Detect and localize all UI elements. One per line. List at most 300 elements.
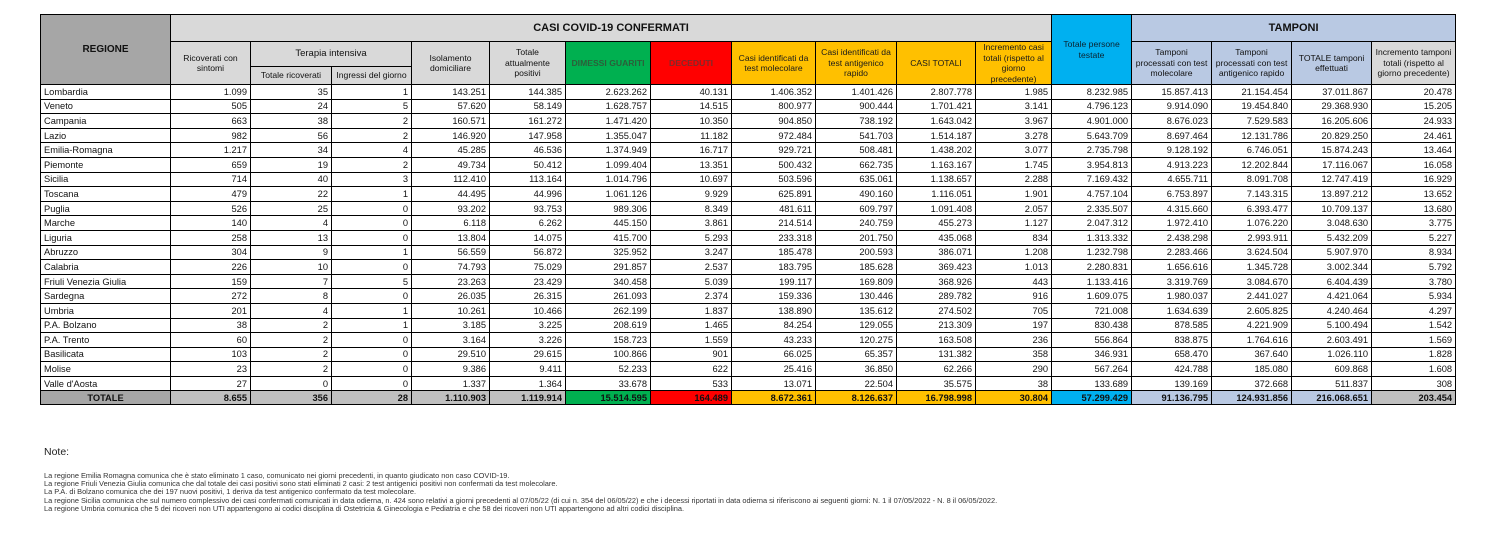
value-cell: 46.536 — [490, 143, 566, 158]
value-cell: 38 — [251, 114, 332, 129]
value-cell: 14.075 — [490, 230, 566, 245]
value-cell: 1.119.914 — [490, 391, 566, 405]
header-tamponi-antigenico: Tamponi processati con test antigenico rapido — [1212, 42, 1292, 85]
value-cell: 445.150 — [566, 216, 651, 231]
table-row — [41, 114, 1456, 129]
value-cell: 1.127 — [976, 216, 1052, 231]
header-casi-test-molecolare: Casi identificati da test molecolare — [732, 42, 816, 85]
table-row — [41, 128, 1456, 143]
value-cell: 1.099.404 — [566, 157, 651, 172]
value-cell: 1.609.075 — [1052, 289, 1132, 304]
value-cell: 10.709.137 — [1292, 201, 1372, 216]
value-cell: 144.385 — [490, 85, 566, 100]
value-cell: 479 — [171, 187, 251, 202]
value-cell: 8.126.637 — [816, 391, 897, 405]
value-cell: 508.481 — [816, 143, 897, 158]
value-cell: 38 — [976, 376, 1052, 391]
value-cell: 140 — [171, 216, 251, 231]
value-cell: 541.703 — [816, 128, 897, 143]
value-cell: 2 — [251, 362, 332, 377]
value-cell: 1.559 — [651, 333, 732, 348]
value-cell: 369.423 — [897, 260, 976, 275]
value-cell: 4 — [251, 216, 332, 231]
value-cell: 4.297 — [1372, 303, 1456, 318]
value-cell: 60 — [171, 333, 251, 348]
value-cell: 1.013 — [976, 260, 1052, 275]
value-cell: 7.143.315 — [1212, 187, 1292, 202]
value-cell: 11.182 — [651, 128, 732, 143]
value-cell: 185.628 — [816, 260, 897, 275]
value-cell: 2.374 — [651, 289, 732, 304]
value-cell: 1.828 — [1372, 347, 1456, 362]
value-cell: 705 — [976, 303, 1052, 318]
table-row — [41, 260, 1456, 275]
value-cell: 197 — [976, 318, 1052, 333]
value-cell: 30.804 — [976, 391, 1052, 405]
value-cell: 113.164 — [490, 172, 566, 187]
value-cell: 2.288 — [976, 172, 1052, 187]
header-dimessi-guariti: DIMESSI GUARITI — [566, 42, 651, 85]
value-cell: 830.438 — [1052, 318, 1132, 333]
value-cell: 26.035 — [412, 289, 490, 304]
value-cell: 160.571 — [412, 114, 490, 129]
value-cell: 24 — [251, 99, 332, 114]
value-cell: 10.697 — [651, 172, 732, 187]
value-cell: 1.345.728 — [1212, 260, 1292, 275]
value-cell: 2 — [332, 114, 412, 129]
value-cell: 8 — [251, 289, 332, 304]
value-cell: 4.421.064 — [1292, 289, 1372, 304]
value-cell: 5 — [332, 274, 412, 289]
region-name: Emilia-Romagna — [41, 143, 171, 158]
value-cell: 214.514 — [732, 216, 816, 231]
note-line-pa-bolzano: La P.A. di Bolzano comunica che dei 197 nuovi positivi, 1 deriva da test antigenico confermato da test molecolare. — [44, 487, 417, 497]
table-row — [41, 216, 1456, 231]
value-cell: 93.202 — [412, 201, 490, 216]
table-row — [41, 274, 1456, 289]
value-cell: 169.809 — [816, 274, 897, 289]
value-cell: 8.232.985 — [1052, 85, 1132, 100]
value-cell: 34 — [251, 143, 332, 158]
value-cell: 2.438.298 — [1132, 230, 1212, 245]
value-cell: 304 — [171, 245, 251, 260]
value-cell: 625.891 — [732, 187, 816, 202]
value-cell: 1 — [332, 245, 412, 260]
value-cell: 43.233 — [732, 333, 816, 348]
value-cell: 91.136.795 — [1132, 391, 1212, 405]
value-cell: 7 — [251, 274, 332, 289]
value-cell: 658.470 — [1132, 347, 1212, 362]
header-deceduti: DECEDUTI — [651, 42, 732, 85]
note-line-emilia-romagna: La regione Emilia Romagna comunica che è stato eliminato 1 caso, comunicato nei giorni precedenti, in quanto giudicato non caso COVID-19. — [44, 471, 510, 480]
value-cell: 6.404.439 — [1292, 274, 1372, 289]
value-cell: 139.169 — [1132, 376, 1212, 391]
table-row — [41, 289, 1456, 304]
value-cell: 2.335.507 — [1052, 201, 1132, 216]
value-cell: 1.406.352 — [732, 85, 816, 100]
value-cell: 325.952 — [566, 245, 651, 260]
value-cell: 455.273 — [897, 216, 976, 231]
value-cell: 9.929 — [651, 187, 732, 202]
value-cell: 19 — [251, 157, 332, 172]
value-cell: 3.954.813 — [1052, 157, 1132, 172]
region-name: Veneto — [41, 99, 171, 114]
value-cell: 36.850 — [816, 362, 897, 377]
value-cell: 1.116.051 — [897, 187, 976, 202]
value-cell: 22.504 — [816, 376, 897, 391]
value-cell: 16.717 — [651, 143, 732, 158]
value-cell: 159 — [171, 274, 251, 289]
value-cell: 3.775 — [1372, 216, 1456, 231]
header-ricoverati-con-sintomi: Ricoverati con sintomi — [171, 42, 251, 85]
value-cell: 131.382 — [897, 347, 976, 362]
value-cell: 0 — [332, 230, 412, 245]
note-line-umbria: La regione Umbria comunica che 5 dei ricoveri non UTI appartengono ai codici disciplina di Ostetricia & Ginecologia e Pediatria e che 58 dei ricoveri non UTI appartengono ad altri codici disciplina. — [44, 503, 685, 513]
value-cell: 24.461 — [1372, 128, 1456, 143]
value-cell: 8.091.708 — [1212, 172, 1292, 187]
header-ti-ingressi-del-giorno: Ingressi del giorno — [332, 67, 412, 85]
value-cell: 9 — [251, 245, 332, 260]
value-cell: 3.278 — [976, 128, 1052, 143]
value-cell: 2.057 — [976, 201, 1052, 216]
value-cell: 1.076.220 — [1212, 216, 1292, 231]
value-cell: 16.205.606 — [1292, 114, 1372, 129]
value-cell: 161.272 — [490, 114, 566, 129]
header-tamponi-molecolare: Tamponi processati con test molecolare — [1132, 42, 1212, 85]
value-cell: 2 — [332, 128, 412, 143]
table-row — [41, 347, 1456, 362]
region-name: Calabria — [41, 260, 171, 275]
value-cell: 3.967 — [976, 114, 1052, 129]
value-cell: 481.611 — [732, 201, 816, 216]
value-cell: 7.529.583 — [1212, 114, 1292, 129]
value-cell: 916 — [976, 289, 1052, 304]
value-cell: 163.508 — [897, 333, 976, 348]
value-cell: 16.798.998 — [897, 391, 976, 405]
value-cell: 40 — [251, 172, 332, 187]
value-cell: 35 — [251, 85, 332, 100]
value-cell: 15.205 — [1372, 99, 1456, 114]
value-cell: 29.510 — [412, 347, 490, 362]
value-cell: 20.829.250 — [1292, 128, 1372, 143]
value-cell: 5.293 — [651, 230, 732, 245]
value-cell: 663 — [171, 114, 251, 129]
value-cell: 1.401.426 — [816, 85, 897, 100]
value-cell: 185.080 — [1212, 362, 1292, 377]
value-cell: 838.875 — [1132, 333, 1212, 348]
value-cell: 1.110.903 — [412, 391, 490, 405]
header-totale-attualmente-positivi: Totale attualmente positivi — [490, 42, 566, 85]
region-name: Basilicata — [41, 347, 171, 362]
value-cell: 10.466 — [490, 303, 566, 318]
value-cell: 103 — [171, 347, 251, 362]
value-cell: 900.444 — [816, 99, 897, 114]
value-cell: 662.735 — [816, 157, 897, 172]
value-cell: 213.309 — [897, 318, 976, 333]
value-cell: 130.446 — [816, 289, 897, 304]
value-cell: 904.850 — [732, 114, 816, 129]
value-cell: 1.099 — [171, 85, 251, 100]
value-cell: 129.055 — [816, 318, 897, 333]
value-cell: 1.133.416 — [1052, 274, 1132, 289]
value-cell: 272 — [171, 289, 251, 304]
value-cell: 4 — [332, 143, 412, 158]
region-name: Valle d'Aosta — [41, 376, 171, 391]
value-cell: 57.620 — [412, 99, 490, 114]
value-cell: 159.336 — [732, 289, 816, 304]
value-cell: 3.225 — [490, 318, 566, 333]
value-cell: 1.980.037 — [1132, 289, 1212, 304]
header-terapia-intensiva: Terapia intensiva — [251, 42, 412, 67]
value-cell: 367.640 — [1212, 347, 1292, 362]
value-cell: 147.958 — [490, 128, 566, 143]
value-cell: 386.071 — [897, 245, 976, 260]
value-cell: 1.208 — [976, 245, 1052, 260]
value-cell: 3.624.504 — [1212, 245, 1292, 260]
value-cell: 13.652 — [1372, 187, 1456, 202]
value-cell: 4.796.123 — [1052, 99, 1132, 114]
table-row — [41, 245, 1456, 260]
value-cell: 5.934 — [1372, 289, 1456, 304]
value-cell: 15.874.243 — [1292, 143, 1372, 158]
value-cell: 1.569 — [1372, 333, 1456, 348]
value-cell: 435.068 — [897, 230, 976, 245]
value-cell: 38 — [171, 318, 251, 333]
table-row — [41, 157, 1456, 172]
value-cell: 3.164 — [412, 333, 490, 348]
value-cell: 3.048.630 — [1292, 216, 1372, 231]
region-name: Toscana — [41, 187, 171, 202]
table-body — [41, 85, 1456, 405]
value-cell: 0 — [332, 216, 412, 231]
region-name: P.A. Bolzano — [41, 318, 171, 333]
value-cell: 1.337 — [412, 376, 490, 391]
value-cell: 10.261 — [412, 303, 490, 318]
value-cell: 13 — [251, 230, 332, 245]
value-cell: 3.185 — [412, 318, 490, 333]
value-cell: 503.596 — [732, 172, 816, 187]
value-cell: 143.251 — [412, 85, 490, 100]
table-row — [41, 143, 1456, 158]
value-cell: 240.759 — [816, 216, 897, 231]
value-cell: 15.857.413 — [1132, 85, 1212, 100]
value-cell: 66.025 — [732, 347, 816, 362]
value-cell: 1 — [332, 187, 412, 202]
value-cell: 20.478 — [1372, 85, 1456, 100]
value-cell: 75.029 — [490, 260, 566, 275]
region-name: Marche — [41, 216, 171, 231]
value-cell: 2 — [332, 157, 412, 172]
value-cell: 49.734 — [412, 157, 490, 172]
total-row — [41, 391, 1456, 405]
value-cell: 2 — [251, 333, 332, 348]
value-cell: 12.747.419 — [1292, 172, 1372, 187]
value-cell: 9.914.090 — [1132, 99, 1212, 114]
value-cell: 10.350 — [651, 114, 732, 129]
region-name: Puglia — [41, 201, 171, 216]
value-cell: 28 — [332, 391, 412, 405]
value-cell: 714 — [171, 172, 251, 187]
value-cell: 500.432 — [732, 157, 816, 172]
header-band-casi-confermati: CASI COVID-19 CONFERMATI — [171, 15, 1052, 42]
value-cell: 5.227 — [1372, 230, 1456, 245]
value-cell: 133.689 — [1052, 376, 1132, 391]
value-cell: 16.058 — [1372, 157, 1456, 172]
value-cell: 10 — [251, 260, 332, 275]
value-cell: 17.116.067 — [1292, 157, 1372, 172]
region-name: Campania — [41, 114, 171, 129]
region-name: Umbria — [41, 303, 171, 318]
value-cell: 13.804 — [412, 230, 490, 245]
value-cell: 5.432.209 — [1292, 230, 1372, 245]
value-cell: 989.306 — [566, 201, 651, 216]
value-cell: 0 — [251, 376, 332, 391]
value-cell: 2.993.911 — [1212, 230, 1292, 245]
value-cell: 208.619 — [566, 318, 651, 333]
value-cell: 721.008 — [1052, 303, 1132, 318]
value-cell: 216.068.651 — [1292, 391, 1372, 405]
value-cell: 6.746.051 — [1212, 143, 1292, 158]
value-cell: 124.931.856 — [1212, 391, 1292, 405]
header-incremento-tamponi: Incremento tamponi totali (rispetto al giorno precedente) — [1372, 42, 1456, 85]
value-cell: 2.283.466 — [1132, 245, 1212, 260]
table-row — [41, 85, 1456, 100]
value-cell: 84.254 — [732, 318, 816, 333]
region-name: P.A. Trento — [41, 333, 171, 348]
region-name: Abruzzo — [41, 245, 171, 260]
value-cell: 609.797 — [816, 201, 897, 216]
value-cell: 1.972.410 — [1132, 216, 1212, 231]
value-cell: 533 — [651, 376, 732, 391]
value-cell: 13.464 — [1372, 143, 1456, 158]
value-cell: 1.217 — [171, 143, 251, 158]
value-cell: 4 — [251, 303, 332, 318]
value-cell: 15.514.595 — [566, 391, 651, 405]
value-cell: 261.093 — [566, 289, 651, 304]
value-cell: 6.753.897 — [1132, 187, 1212, 202]
value-cell: 25 — [251, 201, 332, 216]
value-cell: 3.084.670 — [1212, 274, 1292, 289]
value-cell: 2.807.778 — [897, 85, 976, 100]
region-name: Lombardia — [41, 85, 171, 100]
value-cell: 24.933 — [1372, 114, 1456, 129]
value-cell: 2.735.798 — [1052, 143, 1132, 158]
total-label: TOTALE — [41, 391, 171, 405]
value-cell: 2.441.027 — [1212, 289, 1292, 304]
value-cell: 262.199 — [566, 303, 651, 318]
value-cell: 1 — [332, 318, 412, 333]
value-cell: 62.266 — [897, 362, 976, 377]
value-cell: 443 — [976, 274, 1052, 289]
value-cell: 3.861 — [651, 216, 732, 231]
region-name: Sardegna — [41, 289, 171, 304]
value-cell: 5.792 — [1372, 260, 1456, 275]
value-cell: 834 — [976, 230, 1052, 245]
value-cell: 8.655 — [171, 391, 251, 405]
value-cell: 1.471.420 — [566, 114, 651, 129]
value-cell: 1.232.798 — [1052, 245, 1132, 260]
value-cell: 1.026.110 — [1292, 347, 1372, 362]
value-cell: 23 — [171, 362, 251, 377]
value-cell: 12.131.786 — [1212, 128, 1292, 143]
value-cell: 1.014.796 — [566, 172, 651, 187]
value-cell: 9.128.192 — [1132, 143, 1212, 158]
value-cell: 622 — [651, 362, 732, 377]
value-cell: 8.676.023 — [1132, 114, 1212, 129]
value-cell: 57.299.429 — [1052, 391, 1132, 405]
value-cell: 22 — [251, 187, 332, 202]
value-cell: 4.655.711 — [1132, 172, 1212, 187]
value-cell: 3.077 — [976, 143, 1052, 158]
table-row — [41, 333, 1456, 348]
value-cell: 490.160 — [816, 187, 897, 202]
value-cell: 13.351 — [651, 157, 732, 172]
value-cell: 93.753 — [490, 201, 566, 216]
note-line-friuli-venezia-giulia: La regione Friuli Venezia Giulia comunica che dal totale dei casi positivi sono stati eliminati 2 casi: 2 test antigenici positivi non confermati da test molecolare. — [44, 479, 558, 489]
value-cell: 21.154.454 — [1212, 85, 1292, 100]
value-cell: 972.484 — [732, 128, 816, 143]
value-cell: 52.233 — [566, 362, 651, 377]
value-cell: 29.615 — [490, 347, 566, 362]
value-cell: 1.355.047 — [566, 128, 651, 143]
value-cell: 135.612 — [816, 303, 897, 318]
value-cell: 4.913.223 — [1132, 157, 1212, 172]
value-cell: 1.764.616 — [1212, 333, 1292, 348]
value-cell: 164.489 — [651, 391, 732, 405]
table-row — [41, 172, 1456, 187]
value-cell: 8.697.464 — [1132, 128, 1212, 143]
header-isolamento-domiciliare: Isolamento domiciliare — [412, 42, 490, 85]
value-cell: 1 — [332, 303, 412, 318]
value-cell: 1.745 — [976, 157, 1052, 172]
value-cell: 1.163.167 — [897, 157, 976, 172]
value-cell: 0 — [332, 333, 412, 348]
value-cell: 203.454 — [1372, 391, 1456, 405]
value-cell: 183.795 — [732, 260, 816, 275]
value-cell: 372.668 — [1212, 376, 1292, 391]
value-cell: 1.628.757 — [566, 99, 651, 114]
value-cell: 6.262 — [490, 216, 566, 231]
value-cell: 929.721 — [732, 143, 816, 158]
value-cell: 1.438.202 — [897, 143, 976, 158]
value-cell: 199.117 — [732, 274, 816, 289]
value-cell: 1.313.332 — [1052, 230, 1132, 245]
value-cell: 9.411 — [490, 362, 566, 377]
value-cell: 5 — [332, 99, 412, 114]
value-cell: 800.977 — [732, 99, 816, 114]
value-cell: 50.412 — [490, 157, 566, 172]
value-cell: 29.368.930 — [1292, 99, 1372, 114]
value-cell: 289.782 — [897, 289, 976, 304]
region-name: Molise — [41, 362, 171, 377]
value-cell: 3.247 — [651, 245, 732, 260]
value-cell: 74.793 — [412, 260, 490, 275]
header-persone-testate: Totale persone testate — [1052, 15, 1132, 85]
value-cell: 258 — [171, 230, 251, 245]
value-cell: 1.643.042 — [897, 114, 976, 129]
value-cell: 982 — [171, 128, 251, 143]
value-cell: 2 — [251, 347, 332, 362]
value-cell: 35.575 — [897, 376, 976, 391]
value-cell: 358 — [976, 347, 1052, 362]
value-cell: 65.357 — [816, 347, 897, 362]
value-cell: 0 — [332, 201, 412, 216]
value-cell: 56 — [251, 128, 332, 143]
value-cell: 5.100.494 — [1292, 318, 1372, 333]
region-name: Lazio — [41, 128, 171, 143]
value-cell: 23.429 — [490, 274, 566, 289]
value-cell: 25.416 — [732, 362, 816, 377]
